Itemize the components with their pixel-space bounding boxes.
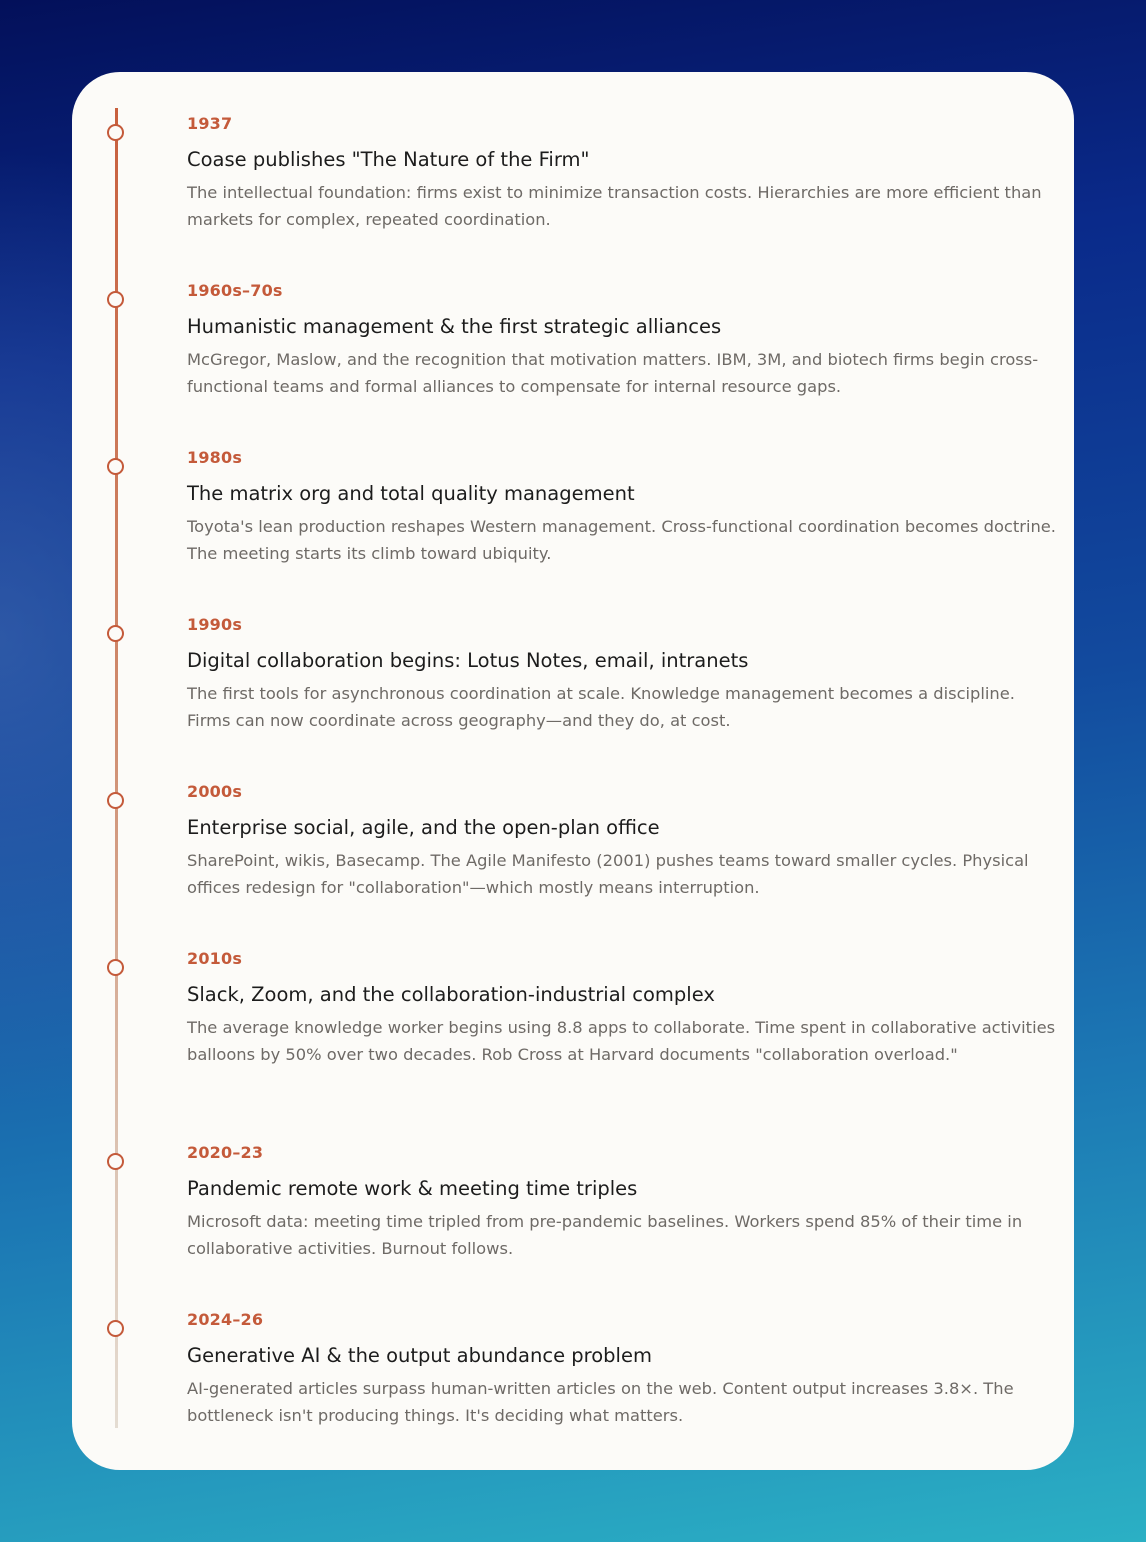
timeline-marker-circle-icon [107,792,124,809]
timeline-description: The intellectual foundation: firms exist to minimize transaction costs. Hierarchies are more efficient than markets for complex, repeated coordination. [187,183,1042,229]
timeline-title: Enterprise social, agile, and the open-plan office [187,816,660,839]
timeline-title: Generative AI & the output abundance problem [187,1344,652,1367]
timeline-marker-circle-icon [107,124,124,141]
timeline-year: 2000s [187,782,243,801]
timeline-marker-circle-icon [107,959,124,976]
timeline-year: 2020–23 [187,1143,264,1162]
timeline-title: Pandemic remote work & meeting time triples [187,1177,638,1200]
timeline-description: AI-generated articles surpass human-written articles on the web. Content output increases 3.8×. The bottleneck isn't producing things. It's deciding what matters. [187,1379,1014,1425]
timeline-year: 1937 [187,114,233,133]
timeline-year: 2024–26 [187,1310,264,1329]
timeline-title: Humanistic management & the first strategic alliances [187,315,722,338]
timeline-description: Toyota's lean production reshapes Western management. Cross-functional coordination becomes doctrine. The meeting starts its climb toward ubiquity. [187,517,1056,563]
timeline-year: 1980s [187,448,243,467]
timeline-year: 1990s [187,615,243,634]
timeline-title: The matrix org and total quality management [187,482,635,505]
timeline-description: The first tools for asynchronous coordination at scale. Knowledge management becomes a discipline. Firms can now coordinate across geography—and they do, at cost. [187,684,1015,730]
timeline-marker-circle-icon [107,458,124,475]
timeline-description: Microsoft data: meeting time tripled from pre-pandemic baselines. Workers spend 85% of their time in collaborative activities. Burnout follows. [187,1212,1023,1258]
timeline-marker-circle-icon [107,1320,124,1337]
timeline-description: The average knowledge worker begins using 8.8 apps to collaborate. Time spent in collaborative activities balloons by 50% over two decades. Rob Cross at Harvard documents "collaboration overload." [187,1018,1056,1064]
timeline-title: Slack, Zoom, and the collaboration-industrial complex [187,983,715,1006]
timeline-year: 1960s–70s [187,281,283,300]
timeline-description: SharePoint, wikis, Basecamp. The Agile Manifesto (2001) pushes teams toward smaller cycles. Physical offices redesign for "collaboration"—which mostly means interruption. [187,851,1029,897]
timeline-title: Coase publishes "The Nature of the Firm" [187,148,590,171]
timeline-card [72,72,1074,1470]
timeline-marker-circle-icon [107,1153,124,1170]
timeline-marker-circle-icon [107,625,124,642]
timeline-year: 2010s [187,949,243,968]
timeline-description: McGregor, Maslow, and the recognition that motivation matters. IBM, 3M, and biotech firms begin cross-functional teams and formal alliances to compensate for internal resource gaps. [187,350,1039,396]
timeline-marker-circle-icon [107,291,124,308]
timeline-title: Digital collaboration begins: Lotus Notes, email, intranets [187,649,749,672]
